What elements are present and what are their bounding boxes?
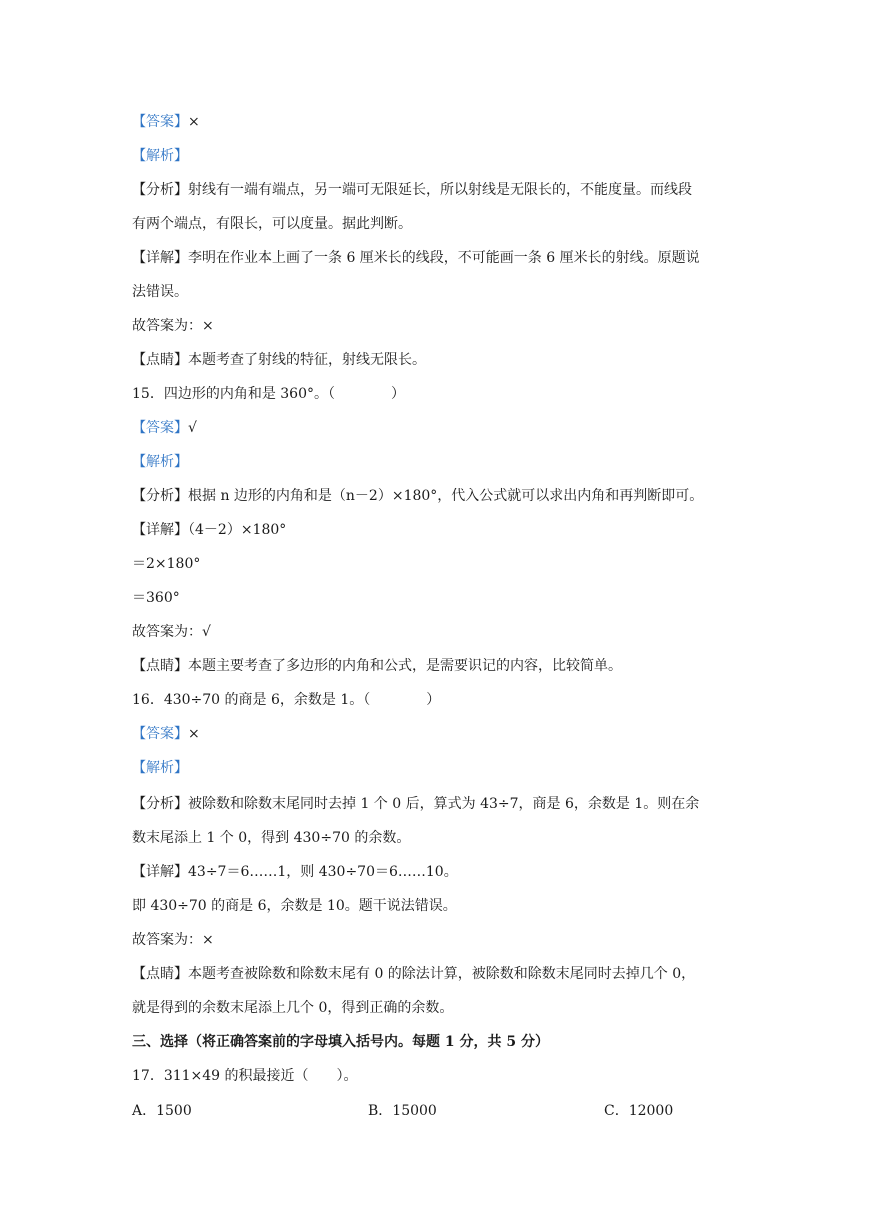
q16-fenxi-line2: 数末尾添上 1 个 0，得到 430÷70 的余数。 <box>132 830 411 846</box>
q16-conclusion: 即 430÷70 的商是 6，余数是 10。题干说法错误。 <box>132 898 457 914</box>
q14-answer-line <box>132 112 200 132</box>
answer-tag: 【答案】 <box>132 726 188 742</box>
answer-tag: 【答案】 <box>132 420 188 436</box>
q15-step1: ＝2×180° <box>132 556 201 572</box>
answer-tag: 【答案】 <box>132 114 188 130</box>
q17-option-a: A．1500 <box>132 1103 192 1119</box>
q15-answer-line <box>132 418 197 438</box>
q15-xiangjie: 【详解】（4－2）×180° <box>132 522 287 538</box>
q15-analysis-tag: 【解析】 <box>132 454 188 470</box>
q16-question: 16．430÷70 的商是 6，余数是 1。（ ） <box>132 692 441 708</box>
q17-option-c: C．12000 <box>604 1103 674 1119</box>
answer-value: × <box>188 114 200 130</box>
q16-analysis-tag: 【解析】 <box>132 760 188 776</box>
q15-step2: ＝360° <box>132 590 180 606</box>
q14-fenxi-line2: 有两个端点，有限长，可以度量。据此判断。 <box>132 216 412 232</box>
q14-analysis-tag: 【解析】 <box>132 148 188 164</box>
q16-xiangjie: 【详解】43÷7＝6……1，则 430÷70＝6……10。 <box>132 864 458 880</box>
q16-dianjing-line2: 就是得到的余数末尾添上几个 0，得到正确的余数。 <box>132 1000 454 1016</box>
q17-question: 17．311×49 的积最接近（ ）。 <box>132 1068 358 1084</box>
q14-final-answer: 故答案为：× <box>132 318 214 334</box>
q16-answer-line <box>132 724 200 744</box>
answer-value: √ <box>188 420 197 436</box>
section-heading: 三、选择（将正确答案前的字母填入括号内。每题 1 分，共 5 分） <box>132 1034 549 1050</box>
q14-xiangjie-line1: 【详解】李明在作业本上画了一条 6 厘米长的线段，不可能画一条 6 厘米长的射线。原题说 <box>132 250 700 266</box>
q17-option-b: B．15000 <box>368 1103 437 1119</box>
q16-fenxi-line1: 【分析】被除数和除数末尾同时去掉 1 个 0 后，算式为 43÷7，商是 6，余数是 1。则在余 <box>132 796 700 812</box>
q14-xiangjie-line2: 法错误。 <box>132 284 188 300</box>
q16-dianjing-line1: 【点睛】本题考查被除数和除数末尾有 0 的除法计算，被除数和除数末尾同时去掉几个 0， <box>132 966 696 982</box>
answer-value: × <box>188 726 200 742</box>
q14-dianjing: 【点睛】本题考查了射线的特征，射线无限长。 <box>132 352 426 368</box>
q15-dianjing: 【点睛】本题主要考查了多边形的内角和公式，是需要识记的内容，比较简单。 <box>132 658 622 674</box>
q15-fenxi: 【分析】根据 n 边形的内角和是（n－2）×180°，代入公式就可以求出内角和再判断即可。 <box>132 488 704 504</box>
q14-fenxi-line1: 【分析】射线有一端有端点，另一端可无限延长，所以射线是无限长的，不能度量。而线段 <box>132 182 692 198</box>
q15-question: 15．四边形的内角和是 360°。（ ） <box>132 386 405 402</box>
q15-final-answer: 故答案为：√ <box>132 624 211 640</box>
q16-final-answer: 故答案为：× <box>132 932 214 948</box>
